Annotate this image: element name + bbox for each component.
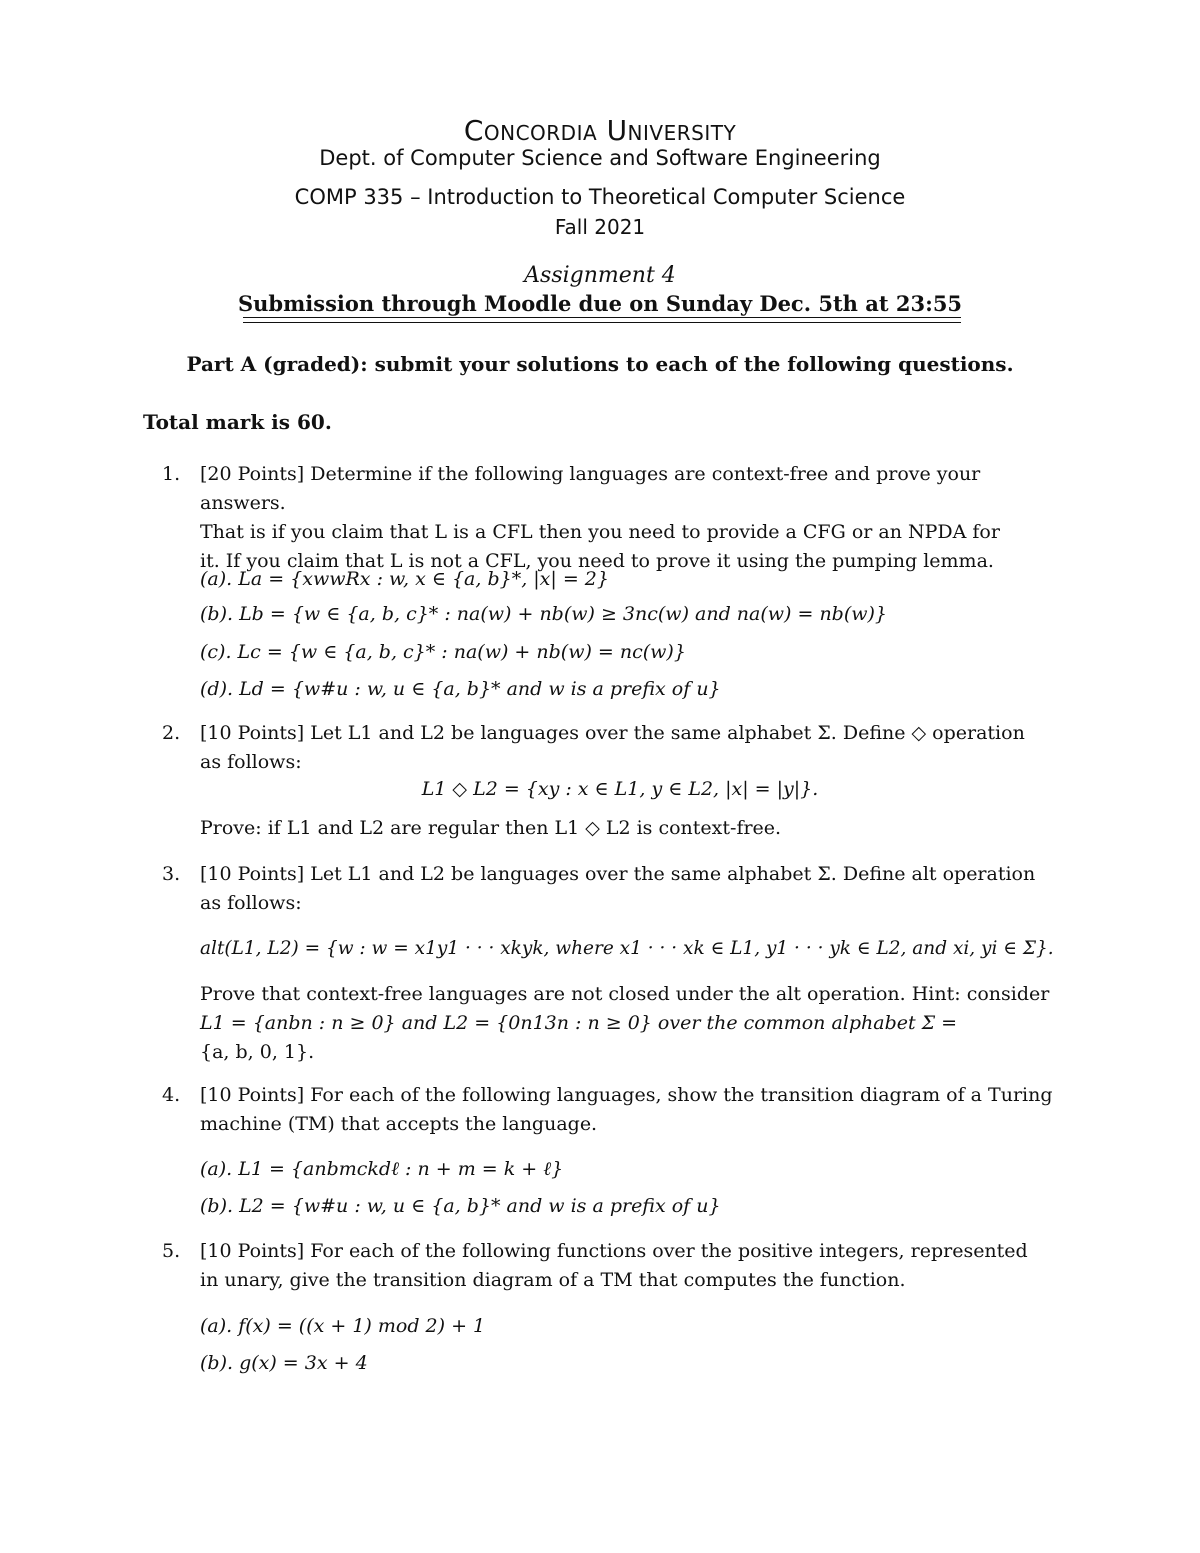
question-2 xyxy=(162,719,1067,777)
question-number: 4. xyxy=(162,1084,181,1106)
question-text: Prove: if L1 and L2 are regular then L1 ◇ L2 is context-free. xyxy=(200,817,782,839)
question-text: That is if you claim that L is a CFL then you need to provide a CFG or an NPDA for xyxy=(200,521,1000,543)
subquestion-5b: (b). g(x) = 3x + 4 xyxy=(200,1352,368,1374)
question-text: [20 Points] Determine if the following languages are context-free and prove your answers. xyxy=(200,463,981,514)
question-3-prove xyxy=(162,980,1067,1067)
course-title: COMP 335 – Introduction to Theoretical Computer Science xyxy=(294,185,906,209)
subquestion-1c: (c). Lc = {w ∈ {a, b, c}* : na(w) + nb(w) = nc(w)} xyxy=(200,641,686,663)
question-text: it. If you claim that L is not a CFL, you need to prove it using the pumping lemma. xyxy=(200,550,994,572)
question-text: L1 = {anbn : n ≥ 0} and L2 = {0n13n : n ≥ 0} over the common alphabet Σ = xyxy=(200,1012,958,1034)
divider-rule xyxy=(243,322,961,323)
question-text: in unary, give the transition diagram of a TM that computes the function. xyxy=(200,1269,906,1291)
question-text: [10 Points] For each of the following languages, show the transition diagram of a Turing xyxy=(200,1084,1053,1106)
question-5 xyxy=(162,1237,1067,1295)
subquestion-1a: (a). La = {xwwRx : w, x ∈ {a, b}*, |x| = 2} xyxy=(200,568,609,590)
question-number: 2. xyxy=(162,722,181,744)
question-text: as follows: xyxy=(200,751,302,773)
equation-diamond: L1 ◇ L2 = {xy : x ∈ L1, y ∈ L2, |x| = |y|}. xyxy=(421,778,819,800)
question-1 xyxy=(162,460,1067,576)
question-text: [10 Points] Let L1 and L2 be languages over the same alphabet Σ. Define ◇ operation xyxy=(200,722,1025,744)
question-2-prove xyxy=(162,814,1067,843)
subquestion-4a: (a). L1 = {anbmckdℓ : n + m = k + ℓ} xyxy=(200,1158,564,1180)
question-number: 1. xyxy=(162,463,181,485)
question-number: 5. xyxy=(162,1240,181,1262)
subquestion-5a: (a). f(x) = ((x + 1) mod 2) + 1 xyxy=(200,1315,486,1337)
question-3 xyxy=(162,860,1067,918)
question-text: as follows: xyxy=(200,892,302,914)
question-text: [10 Points] For each of the following functions over the positive integers, represented xyxy=(200,1240,1028,1262)
question-text: machine (TM) that accepts the language. xyxy=(200,1113,598,1135)
question-text: Prove that context-free languages are not closed under the alt operation. Hint: consider xyxy=(200,983,1050,1005)
question-number: 3. xyxy=(162,863,181,885)
part-a-heading: Part A (graded): submit your solutions to each of the following questions. xyxy=(186,352,1014,376)
subquestion-1b: (b). Lb = {w ∈ {a, b, c}* : na(w) + nb(w) ≥ 3nc(w) and na(w) = nb(w)} xyxy=(200,603,888,625)
term-line: Fall 2021 xyxy=(554,215,646,239)
equation-alt: alt(L1, L2) = {w : w = x1y1 · · · xkyk, where x1 · · · xk ∈ L1, y1 · · · yk ∈ L2, and xi, yi ∈ Σ}. xyxy=(200,938,1054,959)
university-title: Concordia University xyxy=(463,114,737,147)
total-mark: Total mark is 60. xyxy=(143,410,332,434)
question-text: {a, b, 0, 1}. xyxy=(200,1041,315,1063)
question-text: [10 Points] Let L1 and L2 be languages over the same alphabet Σ. Define alt operation xyxy=(200,863,1036,885)
subquestion-1d: (d). Ld = {w#u : w, u ∈ {a, b}* and w is a prefix of u} xyxy=(200,678,721,700)
department-line: Dept. of Computer Science and Software Engineering xyxy=(319,146,881,170)
due-line: Submission through Moodle due on Sunday Dec. 5th at 23:55 xyxy=(237,291,963,316)
question-4 xyxy=(162,1081,1067,1139)
divider-rule xyxy=(243,317,961,318)
subquestion-4b: (b). L2 = {w#u : w, u ∈ {a, b}* and w is a prefix of u} xyxy=(200,1195,721,1217)
assignment-title: Assignment 4 xyxy=(524,263,676,288)
